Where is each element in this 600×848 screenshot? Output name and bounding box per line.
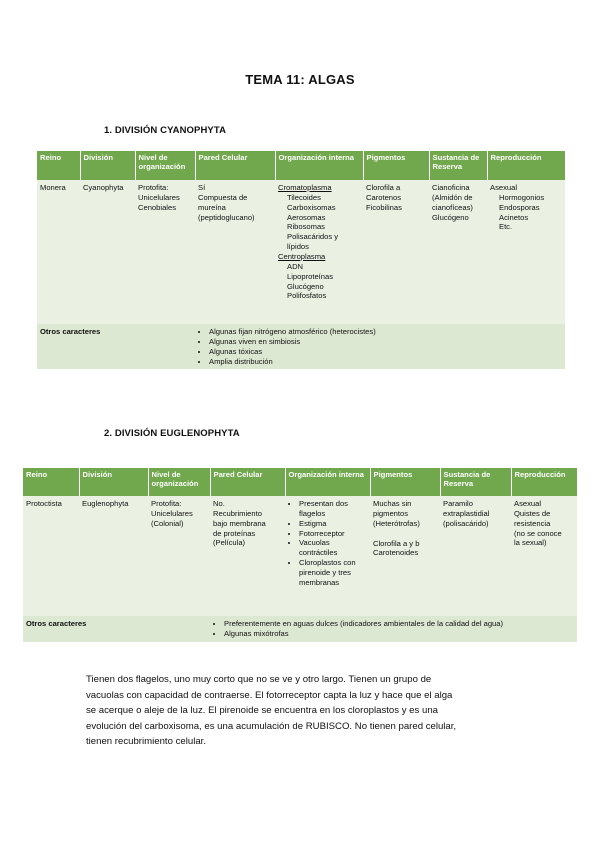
org-item: Ribosomas [287, 222, 325, 232]
table-row [37, 180, 565, 324]
cell-pigmentos [370, 496, 440, 616]
cell-reproduccion [487, 180, 565, 324]
nivel-line: Unicelulares [138, 192, 180, 202]
table-header-row [37, 151, 565, 180]
org-item: • Cloroplastos con pirenoide y tres membranas [299, 558, 367, 588]
cell-pared [210, 496, 285, 616]
pigmento-line: Carotenos [366, 192, 402, 202]
reproduccion-line: Hormogonios [499, 192, 545, 202]
org-item: ADN [287, 261, 304, 271]
header-organizacion: Organización interna [275, 151, 363, 180]
section-heading-euglenophyta: 2. DIVISIÓN EUGLENOPHYTA [104, 428, 240, 439]
paragraph-line: evolución del carboxisoma, es una acumulación de RUBISCO. No tienen pared celular, [86, 720, 457, 732]
header-division: División [80, 151, 135, 180]
pared-line: (Película) [213, 538, 246, 548]
cell-reserva [440, 496, 511, 616]
reserva-line: (Almidón de [432, 192, 473, 202]
pigmento-spacer [373, 529, 437, 539]
pared-line: Compuesta de [198, 192, 248, 202]
otros-item: • Algunas viven en simbiosis [209, 337, 562, 347]
cell-nivel [135, 180, 195, 324]
pared-line: de proteínas [213, 528, 256, 538]
pigmento-line: Muchas sin [373, 499, 412, 508]
reproduccion-line: Etc. [499, 222, 513, 232]
cell-division: Euglenophyta [79, 496, 148, 616]
nivel-line: Protofita: [138, 183, 169, 192]
reserva-line: Glucógeno [432, 212, 469, 222]
centroplasma-title: Centroplasma [278, 252, 326, 262]
cell-organizacion [285, 496, 370, 616]
pigmento-line: pigmentos [373, 508, 409, 518]
org-item: • Presentan dos flagelos [299, 499, 367, 519]
section-heading-cyanophyta: 1. DIVISIÓN CYANOPHYTA [104, 125, 227, 136]
nivel-line: Cenobiales [138, 202, 176, 212]
header-division: División [79, 468, 148, 496]
pared-line: No. [213, 499, 225, 508]
cell-reserva [429, 180, 487, 324]
nivel-line: Unicelulares [151, 508, 193, 518]
reproduccion-line: resistencia [514, 518, 551, 528]
header-nivel: Nivel de organización [135, 151, 195, 180]
reserva-line: extraplastidial [443, 508, 490, 518]
nivel-line: (Colonial) [151, 518, 184, 528]
org-item: • Estigma [299, 519, 367, 529]
reproduccion-line: Endosporas [499, 202, 540, 212]
header-reserva: Sustancia de Reserva [440, 468, 511, 496]
cell-pared [195, 180, 275, 324]
pared-line: mureína [198, 202, 226, 212]
otros-item: • Algunas mixótrofas [224, 629, 574, 639]
pigmento-line: (Heterótrofas) [373, 518, 420, 528]
org-item: Polifosfatos [287, 291, 327, 301]
otros-item: • Preferentemente en aguas dulces (indicadores ambientales de la calidad del agua) [224, 619, 574, 629]
cell-reino: Monera [37, 180, 80, 324]
cromatoplasma-title: Cromatoplasma [278, 183, 332, 192]
cell-organizacion [275, 180, 363, 324]
reproduccion-line: Asexual [490, 183, 518, 192]
reserva-line: cianofíceas) [432, 202, 473, 212]
pigmento-line: Clorofila a [366, 183, 401, 192]
org-item: Tilecoides [287, 192, 321, 202]
header-reserva: Sustancia de Reserva [429, 151, 487, 180]
table-header-row [23, 468, 577, 496]
header-pigmentos: Pigmentos [363, 151, 429, 180]
org-item: Lipoproteínas [287, 271, 334, 281]
paragraph-line: vacuolas con capacidad de contraerse. El fotorreceptor capta la luz y hace que el alga [86, 689, 453, 701]
org-item: lípidos [287, 242, 309, 252]
reproduccion-line: Asexual [514, 499, 542, 508]
reproduccion-line: la sexual) [514, 538, 547, 548]
table-cyanophyta [37, 151, 565, 369]
table-row-otros [23, 616, 577, 642]
nivel-line: Protofita: [151, 499, 182, 508]
otros-list [210, 616, 577, 642]
header-pared: Pared Celular [210, 468, 285, 496]
otros-label: Otros caracteres [37, 324, 195, 369]
cell-reproduccion [511, 496, 577, 616]
table-row-otros [37, 324, 565, 369]
otros-list [195, 324, 565, 369]
otros-label: Otros caracteres [23, 616, 210, 642]
header-organizacion: Organización interna [285, 468, 370, 496]
cell-pigmentos [363, 180, 429, 324]
cell-division: Cyanophyta [80, 180, 135, 324]
paragraph-line: Tienen dos flagelos, uno muy corto que no se ve y otro largo. Tienen un grupo de [86, 674, 432, 685]
org-item: Polisacáridos y [287, 232, 339, 242]
reproduccion-line: Acinetos [499, 212, 529, 222]
table-row [23, 496, 577, 616]
reserva-line: (polisacárido) [443, 518, 489, 528]
pared-line: Recubrimiento [213, 508, 262, 518]
pared-line: bajo membrana [213, 518, 266, 528]
org-item: • Vacuolas contráctiles [299, 538, 367, 558]
otros-item: • Algunas fijan nitrógeno atmosférico (heterocistes) [209, 327, 562, 337]
paragraph-line: se acerque o aleje de la luz. El pirenoide se encuentra en los cloroplastos y es una [86, 705, 438, 717]
pared-line: (peptidoglucano) [198, 212, 255, 222]
cell-nivel [148, 496, 210, 616]
header-reino: Reino [37, 151, 80, 180]
header-nivel: Nivel de organización [148, 468, 210, 496]
reserva-line: Cianoficina [432, 183, 470, 192]
header-pigmentos: Pigmentos [370, 468, 440, 496]
pigmento-line: Ficobilinas [366, 202, 402, 212]
reproduccion-line: (no se conoce [514, 528, 562, 538]
org-item: Aerosomas [287, 212, 326, 222]
pigmento-line: Carotenoides [373, 548, 419, 558]
reserva-line: Paramilo [443, 499, 473, 508]
reproduccion-line: Quistes de [514, 508, 551, 518]
body-paragraph [86, 672, 518, 750]
otros-item: • Amplia distribución [209, 357, 562, 367]
paragraph-line: tienen recubrimiento celular. [86, 736, 206, 748]
header-reino: Reino [23, 468, 79, 496]
cell-reino: Protoctista [23, 496, 79, 616]
pared-line: Sí [198, 183, 206, 192]
page-title: TEMA 11: ALGAS [245, 72, 355, 87]
org-item: • Fotorreceptor [299, 529, 367, 539]
otros-item: • Algunas tóxicas [209, 347, 562, 357]
pigmento-line: Clorofila a y b [373, 538, 420, 548]
header-pared: Pared Celular [195, 151, 275, 180]
org-item: Carboxisomas [287, 202, 336, 212]
header-reproduccion: Reproducción [487, 151, 565, 180]
table-euglenophyta [23, 468, 577, 642]
header-reproduccion: Reproducción [511, 468, 577, 496]
org-item: Glucógeno [287, 281, 324, 291]
